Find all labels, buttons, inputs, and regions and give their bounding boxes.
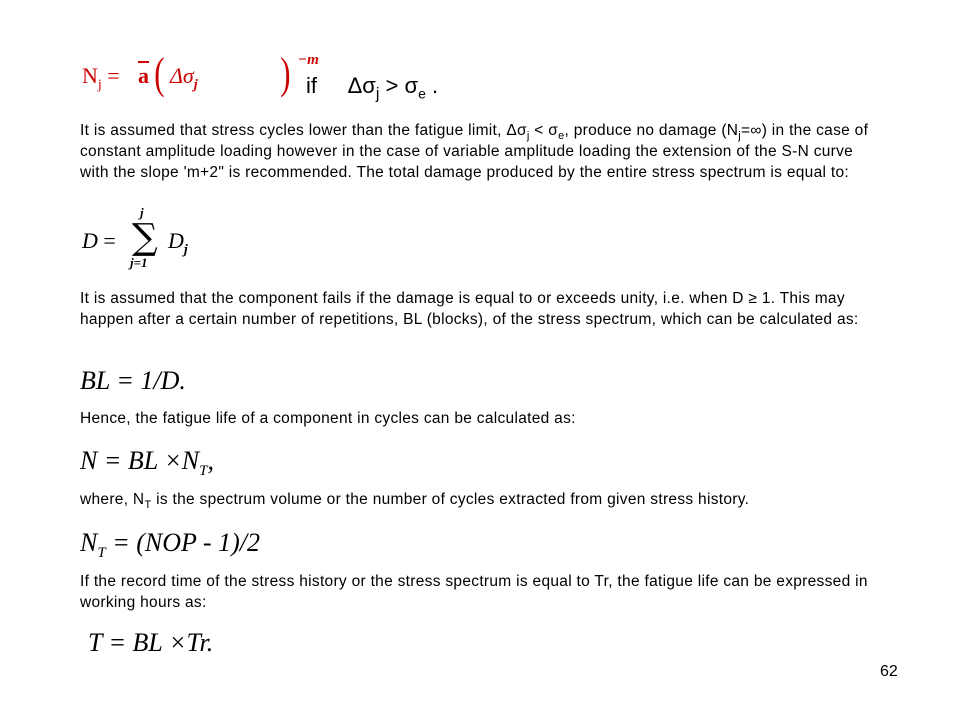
- eq1-exponent: −m: [298, 52, 319, 68]
- equation-cycles: N = BL $\times N_T$,: [80, 446, 214, 480]
- eq1-coefficient: $\overline{a}$: [138, 63, 149, 88]
- sum-term: $D_j$: [168, 228, 188, 258]
- paragraph-working-hours: If the record time of the stress history or the stress spectrum is equal to Tr, the fatigue life can be expressed in working hours as:: [80, 573, 868, 611]
- paragraph-fatigue-life-cycles: Hence, the fatigue life of a component in cycles can be calculated as:: [80, 410, 576, 427]
- equation-spectrum-volume: $N_T = (NOP - 1)/2$: [80, 528, 260, 562]
- equation-blocks: BL = 1/D.: [80, 366, 186, 395]
- eq1-open-paren: (: [154, 49, 165, 98]
- condition-text: if $\Delta\sigma_j > \sigma_e$ .: [306, 73, 439, 103]
- paragraph-fatigue-limit: It is assumed that stress cycles lower than the fatigue limit, $\Delta\sigma_j < \sigma_e$, produce no damage $(N_j=\infty)$ in the case of constant amplitude loading however in the case of variable amplitude loading the extension of the S-N curve with the slope 'm+2" is recommended. The total damage produced by the entire stress spectrum is equal to:: [80, 122, 869, 181]
- page-number: 62: [880, 663, 898, 680]
- sum-lower-limit: j=1: [130, 255, 148, 270]
- sum-lhs: D =: [82, 228, 116, 253]
- equation-fatigue-life-cycles: [82, 49, 319, 102]
- equation-total-damage: [82, 205, 202, 275]
- paragraph-failure-criterion: It is assumed that the component fails if the damage is equal to or exceeds unity, i.e. when D ≥ 1. This may happen after a certain number of repetitions, BL (blocks), of the stress spectrum, which can be calculated as:: [80, 290, 859, 328]
- eq1-lhs: $N_j$ =: [82, 63, 120, 93]
- eq1-close-paren: ): [280, 49, 291, 98]
- sum-sigma-symbol: ∑: [132, 217, 158, 258]
- paragraph-spectrum-volume: where, $N_T$ is the spectrum volume or the number of cycles extracted from given stress history.: [80, 491, 750, 512]
- equation-working-hours: T = BL ×Tr.: [88, 628, 214, 657]
- sum-upper-limit: j: [140, 205, 144, 220]
- eq1-delta-sigma: $\Delta\sigma_j$: [170, 63, 198, 93]
